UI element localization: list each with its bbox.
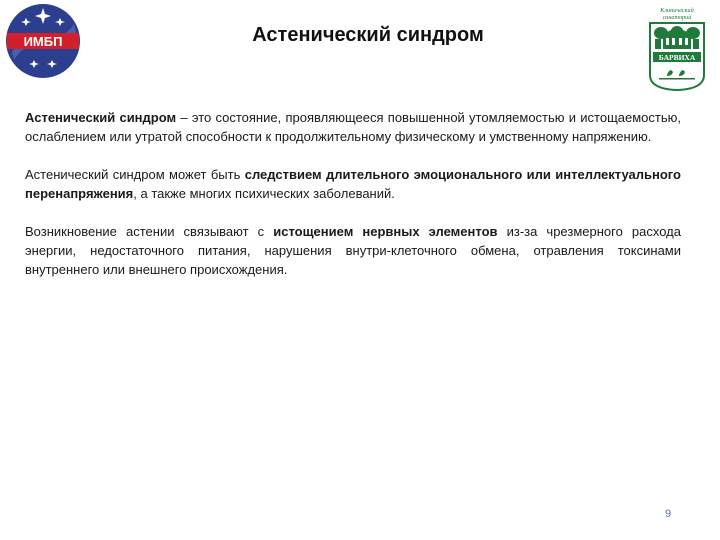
text-run: из-за чрезмерного расхода энергии, недостаточного питания, нарушения внутри-клеточного обмена, отравления токсинами внутреннего или внешнего происхождения. [25, 224, 681, 277]
paragraph [25, 165, 681, 203]
text-run: – это состояние, проявляющееся повышенной утомляемостью и истощаемостью, ослаблением или утратой способности к продолжительному физическому и умственному напряжению. [25, 110, 682, 144]
bold-text: истощением нервных элементов [273, 224, 498, 239]
page-number: 9 [665, 508, 672, 520]
bold-text: Астенический синдром [25, 110, 177, 125]
text-run: Астенический синдром может быть [25, 167, 245, 182]
paragraph [25, 108, 681, 146]
barviha-logo-line1: Клинический [660, 7, 694, 14]
paragraph [25, 222, 681, 279]
bold-text: следствием длительного эмоционального или интеллектуального перенапряжения [25, 167, 681, 201]
barviha-logo-line2: санаторий [662, 14, 692, 21]
slide-title: Астенический синдром [252, 24, 484, 46]
text-run: Возникновение астении связывают с [25, 224, 274, 239]
slide-body [25, 108, 681, 298]
barviha-logo [647, 5, 707, 91]
text-run: , а также многих психических заболеваний. [133, 186, 395, 201]
barviha-logo-name: БАРВИХА [658, 53, 696, 62]
imbp-logo-text: ИМБП [23, 34, 63, 49]
